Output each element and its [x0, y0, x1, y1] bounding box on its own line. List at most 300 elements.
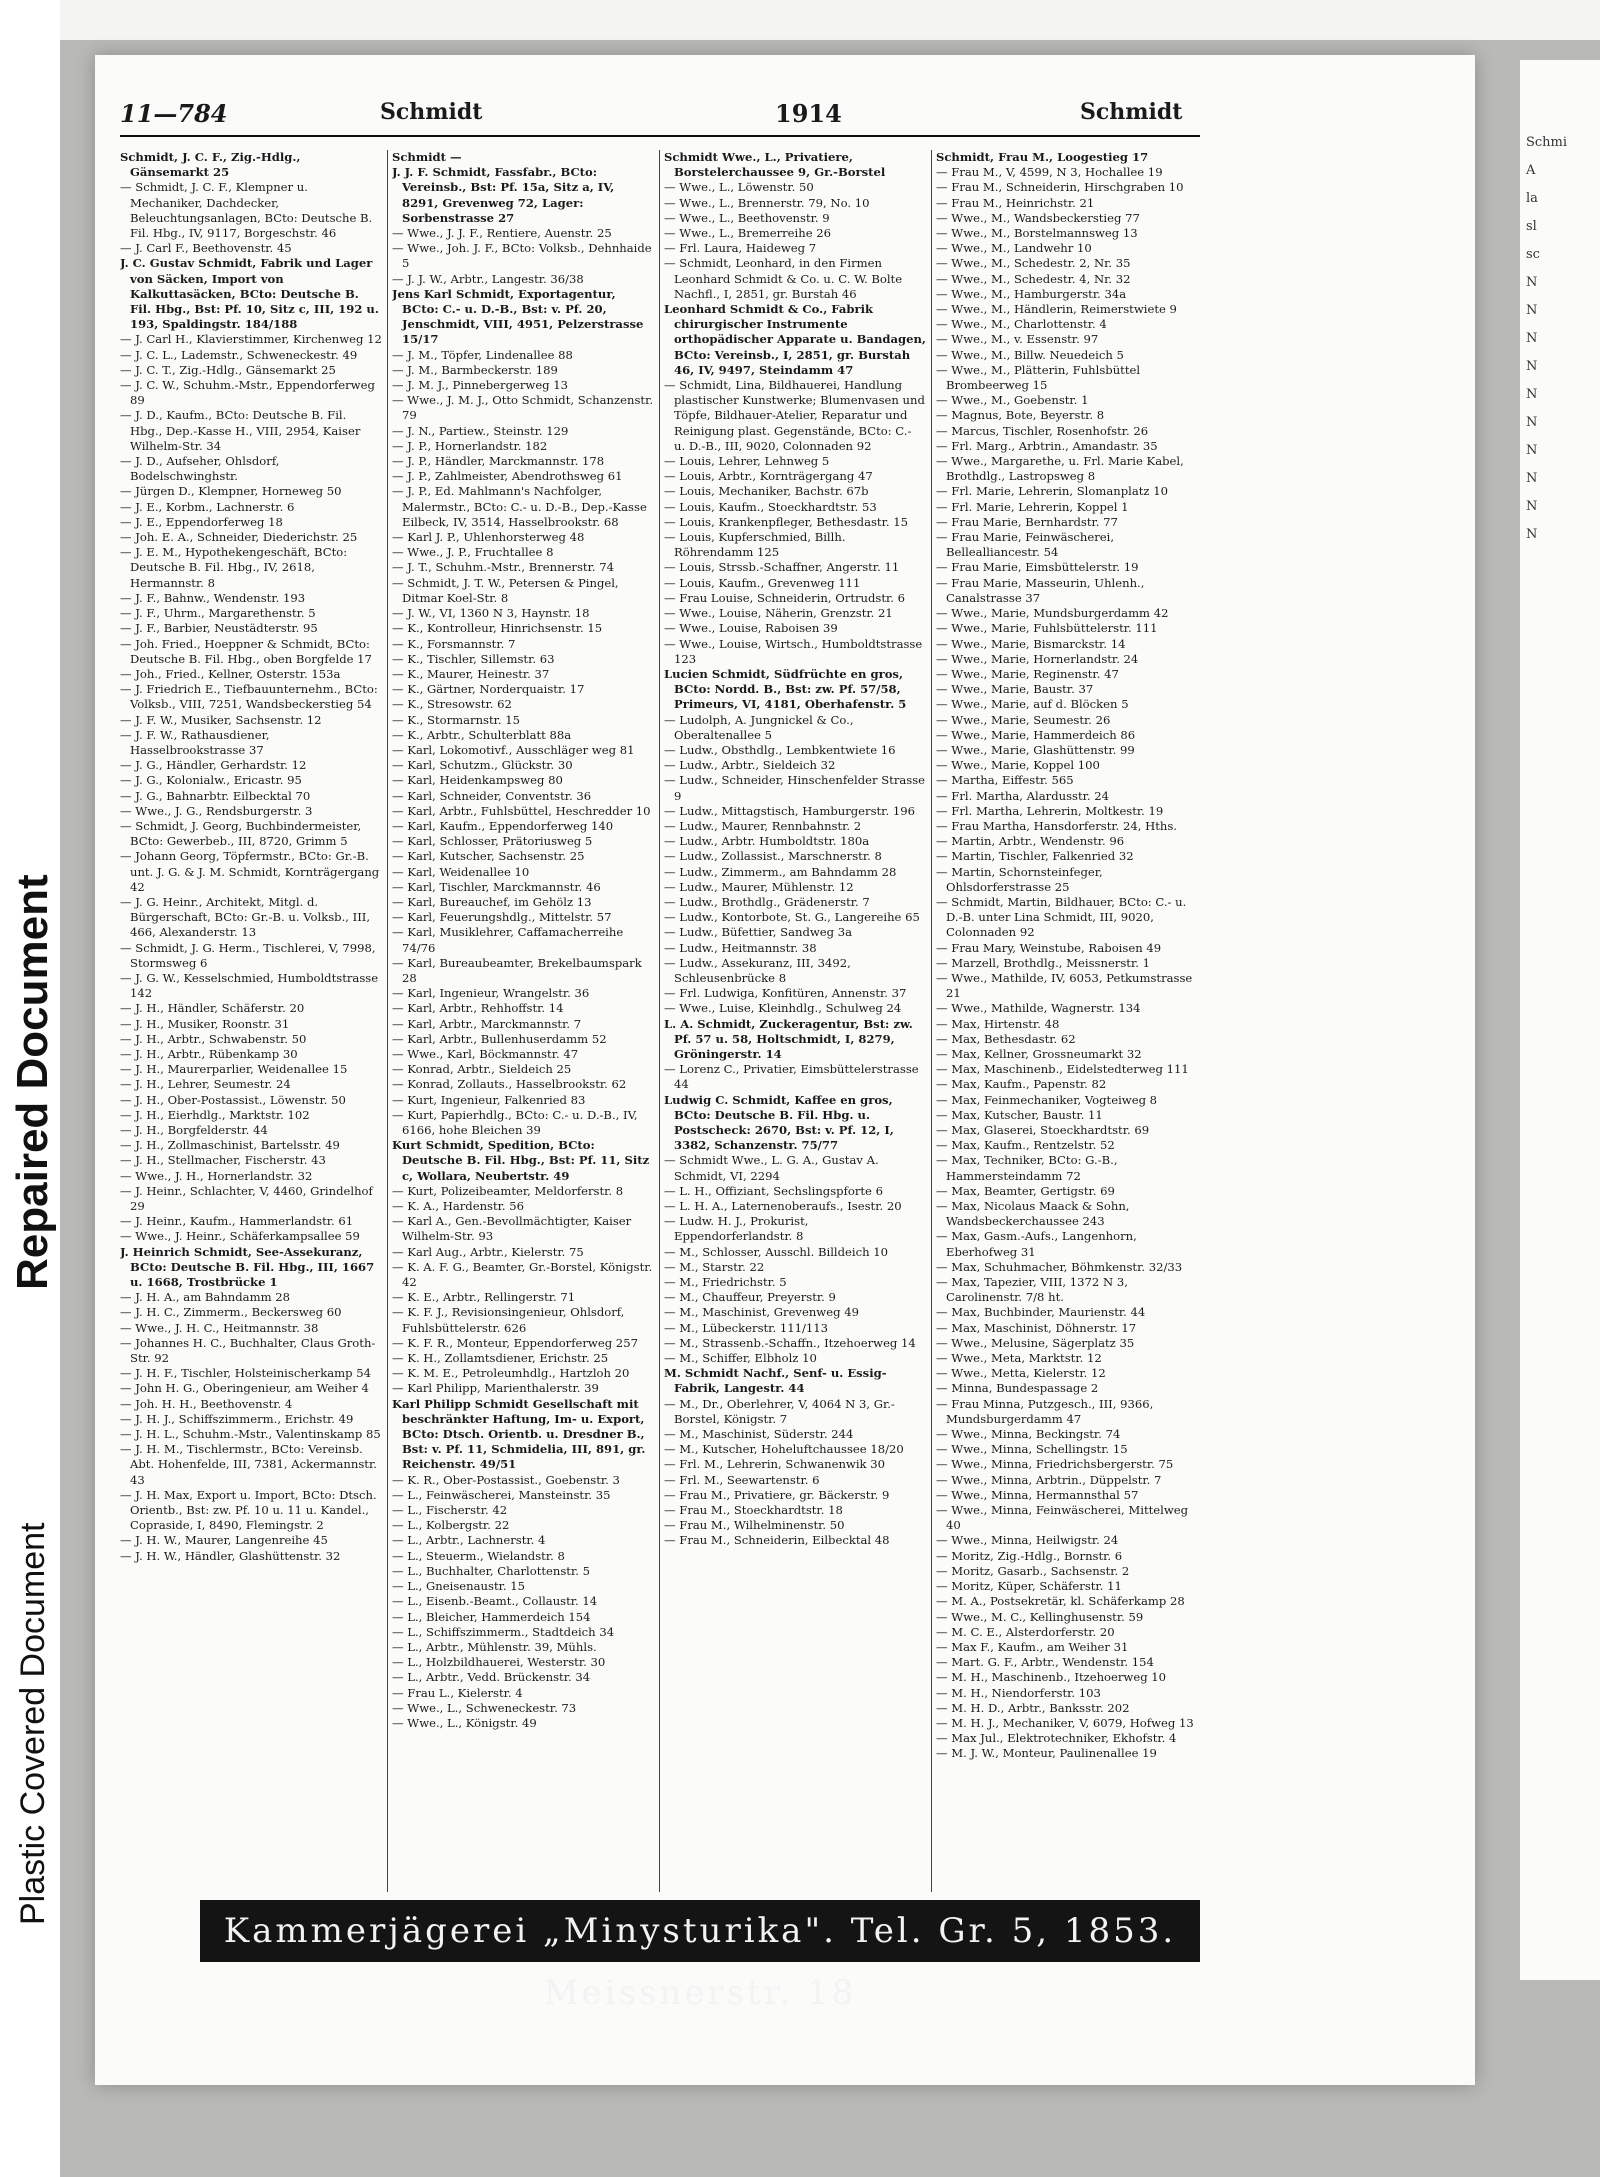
- directory-entry: — L., Buchhalter, Charlottenstr. 5: [392, 1563, 590, 1578]
- directory-entry: — Karl, Lokomotivf., Ausschläger weg 81: [392, 742, 635, 757]
- directory-entry: — M., Maschinist, Süderstr. 244: [664, 1427, 854, 1442]
- directory-entry: — J. H. L., Schuhm.-Mstr., Valentinskamp 85: [120, 1427, 381, 1442]
- directory-entry: — Max, Kutscher, Baustr. 11: [936, 1107, 1103, 1122]
- adjacent-page-fragment: Schmi: [1526, 135, 1568, 150]
- directory-entry: — J. F., Bahnw., Wendenstr. 193: [120, 590, 306, 605]
- directory-entry: — Ludw. H. J., Prokurist, Eppendorferlandstr. 8: [664, 1214, 809, 1244]
- directory-column-1: [120, 150, 382, 1892]
- directory-entry: — Johannes H. C., Buchhalter, Claus Groth-Str. 92: [120, 1335, 376, 1366]
- directory-entry: Schmidt —: [392, 150, 462, 164]
- directory-entry: — Schmidt, J. Georg, Buchbindermeister, BCto: Gewerbeb., III, 8720, Grimm 5: [120, 818, 362, 849]
- directory-entry: Jens Karl Schmidt, Exportagentur, BCto: C.- u. D.-B., Bst: v. Pf. 20, Jenschmidt, VIII, 4951, Pelzerstrasse 15/17: [392, 286, 644, 347]
- directory-entry: — Frau Louise, Schneiderin, Ortrudstr. 6: [664, 590, 906, 605]
- directory-entry: — Frau Marie, Eimsbüttelerstr. 19: [936, 560, 1139, 575]
- directory-entry: — Max, Gasm.-Aufs., Langenhorn, Eberhofweg 31: [936, 1229, 1137, 1259]
- directory-entry: — M. H. J., Mechaniker, V, 6079, Hofweg 13: [936, 1715, 1194, 1730]
- directory-entry: — J. H. J., Schiffszimmerm., Erichstr. 49: [120, 1411, 354, 1426]
- directory-entry: — K. H., Zollamtsdiener, Erichstr. 25: [392, 1351, 609, 1366]
- adjacent-page-fragment: N: [1526, 303, 1538, 318]
- directory-entry: — J. H., Maurerparlier, Weidenallee 15: [120, 1062, 348, 1077]
- directory-entry: — Karl, Arbtr., Marckmannstr. 7: [392, 1016, 582, 1031]
- directory-entry: — J. F., Barbier, Neustädterstr. 95: [120, 621, 318, 636]
- archive-side-strip: [0, 0, 60, 2177]
- directory-entry: — Ludw., Brothdlg., Grädenerstr. 7: [664, 894, 870, 909]
- directory-entry: — Max, Tapezier, VIII, 1372 N 3, Carolinenstr. 7/8 ht.: [936, 1275, 1128, 1305]
- directory-entry: — Wwe., M., Händlerin, Reimerstwiete 9: [936, 302, 1177, 317]
- directory-entry: — K. E., Arbtr., Rellingerstr. 71: [392, 1290, 576, 1305]
- directory-entry: — Konrad, Zollauts., Hasselbrookstr. 62: [392, 1077, 627, 1092]
- directory-entry: — M. J. W., Monteur, Paulinenallee 19: [936, 1746, 1157, 1761]
- directory-entry: — J. W., VI, 1360 N 3, Haynstr. 18: [392, 606, 590, 621]
- directory-entry: — Ludw., Zimmerm., am Bahndamm 28: [664, 864, 897, 879]
- directory-columns: [120, 150, 1200, 1892]
- directory-entry: — J. P., Händler, Marckmannstr. 178: [392, 454, 605, 469]
- directory-entry: — Max, Hirtenstr. 48: [936, 1016, 1060, 1031]
- directory-entry: — Wwe., L., Bremerreihe 26: [664, 226, 831, 241]
- adjacent-page-fragment: A: [1526, 163, 1536, 178]
- directory-entry: Leonhard Schmidt & Co., Fabrik chirurgischer Instrumente orthopädischer Apparate u. Bandagen, BCto: Vereinsb., I, 2851, gr. Burstah 46, IV, 9497, Steindamm 47: [664, 302, 926, 377]
- directory-entry: — Frl. M., Lehrerin, Schwanenwik 30: [664, 1457, 886, 1472]
- directory-entry: — L., Bleicher, Hammerdeich 154: [392, 1609, 591, 1624]
- directory-entry: — Wwe., Marie, Bismarckstr. 14: [936, 636, 1126, 651]
- directory-entry: — Louis, Krankenpfleger, Bethesdastr. 15: [664, 514, 908, 529]
- directory-entry: — Magnus, Bote, Beyerstr. 8: [936, 408, 1105, 423]
- directory-entry: Kurt Schmidt, Spedition, BCto: Deutsche B. Fil. Hbg., Bst: Pf. 11, Sitz c, Wollara, Neubertstr. 49: [392, 1138, 650, 1183]
- directory-entry: — Louis, Kaufm., Stoeckhardtstr. 53: [664, 499, 877, 514]
- directory-entry: — J. Heinr., Kaufm., Hammerlandstr. 61: [120, 1214, 354, 1229]
- directory-entry: — M., Lübeckerstr. 111/113: [664, 1320, 828, 1335]
- directory-entry: — Wwe., Karl, Böckmannstr. 47: [392, 1046, 579, 1061]
- directory-entry: — Karl A., Gen.-Bevollmächtigter, Kaiser Wilhelm-Str. 93: [392, 1214, 632, 1244]
- directory-entry: — Wwe., L., Königstr. 49: [392, 1715, 537, 1730]
- directory-entry: — J. T., Schuhm.-Mstr., Brennerstr. 74: [392, 560, 614, 575]
- directory-entry: — Ludw., Büfettier, Sandweg 3a: [664, 925, 853, 940]
- directory-entry: Karl Philipp Schmidt Gesellschaft mit beschränkter Haftung, Im- u. Export, BCto: Dtsch. Orientb. u. Dresdner B., Bst: v. Pf. 11, Schmidelia, III, 891, gr. Reichenstr. 49/51: [392, 1396, 646, 1472]
- directory-entry: — Frau Marie, Feinwäscherei, Bellealliancestr. 54: [936, 530, 1115, 560]
- directory-entry: — Schmidt Wwe., L. G. A., Gustav A. Schmidt, VI, 2294: [664, 1153, 879, 1183]
- directory-entry: — M. H. D., Arbtr., Banksstr. 202: [936, 1700, 1130, 1715]
- directory-entry: — L., Steuerm., Wielandstr. 8: [392, 1548, 565, 1563]
- directory-entry: — Lorenz C., Privatier, Eimsbüttelerstrasse 44: [664, 1062, 919, 1092]
- directory-entry: — Max, Maschinist, Döhnerstr. 17: [936, 1320, 1137, 1335]
- directory-entry: — Wwe., Minna, Beckingstr. 74: [936, 1427, 1121, 1442]
- directory-entry: — Max, Buchbinder, Maurienstr. 44: [936, 1305, 1146, 1320]
- directory-entry: Ludwig C. Schmidt, Kaffee en gros, BCto: Deutsche B. Fil. Hbg. u. Postscheck: 2670, Bst: v. Pf. 12, I, 3382, Schanzenstr. 75/77: [664, 1092, 894, 1153]
- adjacent-page-fragment: N: [1526, 415, 1538, 430]
- directory-entry: — Wwe., M., Schedestr. 4, Nr. 32: [936, 271, 1131, 286]
- directory-entry: — Louis, Mechaniker, Bachstr. 67b: [664, 484, 869, 499]
- directory-entry: J. Heinrich Schmidt, See-Assekuranz, BCto: Deutsche B. Fil. Hbg., III, 1667 u. 1668, Trostbrücke 1: [120, 1244, 375, 1290]
- directory-entry: — Karl J. P., Uhlenhorsterweg 48: [392, 530, 585, 545]
- directory-entry: — Wwe., M., v. Essenstr. 97: [936, 332, 1099, 347]
- adjacent-page-fragment: N: [1526, 499, 1538, 514]
- directory-entry: — Wwe., M. C., Kellinghusenstr. 59: [936, 1609, 1144, 1624]
- directory-entry: — Frau M., Stoeckhardtstr. 18: [664, 1503, 843, 1518]
- directory-entry: — J. H. M., Tischlermstr., BCto: Vereinsb. Abt. Hohenfelde, III, 7381, Ackermannstr. 43: [120, 1442, 377, 1487]
- directory-entry: — J. H. A., am Bahndamm 28: [120, 1290, 291, 1305]
- directory-entry: — M. A., Postsekretär, kl. Schäferkamp 28: [936, 1594, 1185, 1609]
- header-name-left: Schmidt: [380, 99, 483, 125]
- directory-entry: — Martin, Tischler, Falkenried 32: [936, 849, 1134, 864]
- directory-entry: Schmidt Wwe., L., Privatiere, Borstelerchaussee 9, Gr.-Borstel: [664, 150, 886, 180]
- directory-entry: — Moritz, Gasarb., Sachsenstr. 2: [936, 1563, 1130, 1578]
- directory-entry: — J. J. W., Arbtr., Langestr. 36/38: [392, 271, 584, 286]
- directory-entry: — Wwe., J. H., Hornerlandstr. 32: [120, 1168, 313, 1183]
- directory-entry: — Max Jul., Elektrotechniker, Ekhofstr. 4: [936, 1731, 1177, 1746]
- directory-entry: — Wwe., J. G., Rendsburgerstr. 3: [120, 803, 313, 818]
- directory-entry: — Jürgen D., Klempner, Horneweg 50: [120, 484, 342, 499]
- directory-entry: — Karl, Ingenieur, Wrangelstr. 36: [392, 986, 590, 1001]
- directory-entry: — Ludw., Mittagstisch, Hamburgerstr. 196: [664, 803, 915, 818]
- directory-entry: — J. F., Uhrm., Margarethenstr. 5: [120, 606, 316, 621]
- directory-entry: — L. H., Offiziant, Sechslingspforte 6: [664, 1183, 883, 1198]
- directory-entry: — Frl. Laura, Haideweg 7: [664, 241, 817, 256]
- directory-entry: — J. H., Stellmacher, Fischerstr. 43: [120, 1153, 326, 1168]
- directory-entry: — Frl. Marie, Lehrerin, Koppel 1: [936, 499, 1129, 514]
- directory-entry: — Wwe., M., Landwehr 10: [936, 241, 1092, 256]
- directory-entry: — L., Kolbergstr. 22: [392, 1518, 510, 1533]
- directory-entry: — J. H., Ober-Postassist., Löwenstr. 50: [120, 1092, 346, 1107]
- directory-entry: — L., Feinwäscherei, Mansteinstr. 35: [392, 1487, 611, 1502]
- directory-entry: — Ludw., Obsthdlg., Lembkentwiete 16: [664, 742, 896, 757]
- directory-entry: — Karl, Arbtr., Rehhoffstr. 14: [392, 1001, 564, 1016]
- directory-entry: — J. H. C., Zimmerm., Beckersweg 60: [120, 1305, 342, 1320]
- directory-entry: — Wwe., Joh. J. F., BCto: Volksb., Dehnhaide 5: [392, 241, 652, 271]
- directory-entry: — Schmidt, Lina, Bildhauerei, Handlung plastischer Kunstwerke; Blumenvasen und Töpfe, Bildhauer-Atelier, Reparatur und Reinigung plast. Gegenstände, BCto: C.- u. D.-B., III, 9020, Colonnaden 92: [664, 378, 925, 453]
- directory-entry: — M., Dr., Oberlehrer, V, 4064 N 3, Gr.-Borstel, Königstr. 7: [664, 1396, 895, 1426]
- directory-entry: — Karl, Kutscher, Sachsenstr. 25: [392, 849, 585, 864]
- directory-entry: — Karl, Weidenallee 10: [392, 864, 530, 879]
- header-year: 1914: [775, 99, 842, 128]
- adjacent-page-fragment: N: [1526, 387, 1538, 402]
- directory-entry: — M. H., Maschinenb., Itzehoerweg 10: [936, 1670, 1167, 1685]
- directory-entry: — Wwe., M., Billw. Neuedeich 5: [936, 347, 1124, 362]
- directory-entry: — Karl, Tischler, Marckmannstr. 46: [392, 879, 601, 894]
- directory-entry: — J. H., Arbtr., Schwabenstr. 50: [120, 1031, 307, 1046]
- column-divider: [387, 150, 388, 1892]
- directory-entry: — Frau M., Schneiderin, Eilbecktal 48: [664, 1533, 890, 1548]
- directory-entry: — Wwe., Metta, Kielerstr. 12: [936, 1366, 1106, 1381]
- directory-entry: — Karl, Feuerungshdlg., Mittelstr. 57: [392, 910, 612, 925]
- directory-entry: L. A. Schmidt, Zuckeragentur, Bst: zw. Pf. 57 u. 58, Holtschmidt, I, 8279, Gröningerstr. 14: [664, 1016, 913, 1061]
- directory-entry: — L., Schiffszimmerm., Stadtdeich 34: [392, 1624, 615, 1639]
- directory-entry: — Wwe., M., Wandsbeckerstieg 77: [936, 210, 1140, 225]
- directory-entry: — Wwe., Margarethe, u. Frl. Marie Kabel, Brothdlg., Lastropsweg 8: [936, 454, 1184, 484]
- directory-entry: — K. F. J., Revisionsingenieur, Ohlsdorf, Fuhlsbüttelerstr. 626: [392, 1305, 625, 1335]
- directory-entry: — Karl, Arbtr., Fuhlsbüttel, Heschredder 10: [392, 803, 651, 818]
- directory-entry: — J. H., Händler, Schäferstr. 20: [120, 1001, 305, 1016]
- directory-entry: — J. E., Eppendorferweg 18: [120, 514, 283, 529]
- directory-entry: — Max, Feinmechaniker, Vogteiweg 8: [936, 1092, 1158, 1107]
- directory-entry: — K. M. E., Petroleumhdlg., Hartzloh 20: [392, 1366, 630, 1381]
- directory-entry: — J. F. W., Musiker, Sachsenstr. 12: [120, 712, 322, 727]
- directory-entry: — Wwe., Marie, Hammerdeich 86: [936, 727, 1136, 742]
- column-divider: [931, 150, 932, 1892]
- directory-entry: J. C. Gustav Schmidt, Fabrik und Lager von Säcken, Import von Kalkuttasäcken, BCto: Deutsche B. Fil. Hbg., Bst: Pf. 10, Sitz c, III, 192 u. 193, Spaldingstr. 184/188: [120, 256, 379, 332]
- directory-entry: — J. H., Lehrer, Seumestr. 24: [120, 1077, 291, 1092]
- advertisement-banner: Kammerjägerei „Minysturika". Tel. Gr. 5, 1853. Meissnerstr. 18: [200, 1900, 1200, 1962]
- directory-entry: — Kurt, Papierhdlg., BCto: C.- u. D.-B., IV, 6166, hohe Bleichen 39: [392, 1107, 638, 1137]
- directory-entry: — K., Forsmannstr. 7: [392, 636, 516, 651]
- directory-entry: — J. G., Kolonialw., Ericastr. 95: [120, 773, 302, 788]
- page-reference: 11—784: [120, 99, 228, 128]
- directory-entry: — J. H., Arbtr., Rübenkamp 30: [120, 1046, 298, 1061]
- directory-entry: — J. G. W., Kesselschmied, Humboldtstrasse 142: [120, 970, 379, 1001]
- directory-entry: — Schmidt, J. G. Herm., Tischlerei, V, 7998, Stormsweg 6: [120, 940, 376, 970]
- directory-entry: — Wwe., Meta, Marktstr. 12: [936, 1351, 1102, 1366]
- directory-entry: — Wwe., J. H. C., Heitmannstr. 38: [120, 1320, 319, 1335]
- plastic-covered-document-label: Plastic Covered Document: [14, 1522, 52, 1925]
- directory-entry: — Karl, Schneider, Conventstr. 36: [392, 788, 592, 803]
- directory-entry: — J. G., Händler, Gerhardstr. 12: [120, 758, 307, 773]
- directory-entry: — Louis, Arbtr., Kornträgergang 47: [664, 469, 873, 484]
- directory-entry: — Max, Nicolaus Maack & Sohn, Wandsbeckerchaussee 243: [936, 1199, 1130, 1229]
- directory-entry: — K., Tischler, Sillemstr. 63: [392, 651, 555, 666]
- directory-entry: — Wwe., Marie, auf d. Blöcken 5: [936, 697, 1129, 712]
- directory-entry: — Frau M., Heinrichstr. 21: [936, 195, 1095, 210]
- directory-entry: — Frau Marie, Masseurin, Uhlenh., Canalstrasse 37: [936, 575, 1145, 605]
- directory-entry: — Karl, Schlosser, Prätoriusweg 5: [392, 834, 593, 849]
- directory-entry: — Frau L., Kielerstr. 4: [392, 1685, 523, 1700]
- directory-entry: — M., Friedrichstr. 5: [664, 1275, 787, 1290]
- directory-entry: — Wwe., Minna, Feinwäscherei, Mittelweg 40: [936, 1503, 1189, 1533]
- directory-entry: — J. M., Barmbeckerstr. 189: [392, 362, 558, 377]
- directory-entry: — M., Strassenb.-Schaffn., Itzehoerweg 14: [664, 1335, 916, 1350]
- directory-entry: — Frl. Marie, Lehrerin, Slomanplatz 10: [936, 484, 1168, 499]
- directory-entry: — J. H. W., Maurer, Langenreihe 45: [120, 1533, 328, 1548]
- directory-entry: — M., Chauffeur, Preyerstr. 9: [664, 1290, 836, 1305]
- directory-entry: Lucien Schmidt, Südfrüchte en gros, BCto: Nordd. B., Bst: zw. Pf. 57/58, Primeurs, VI, 4181, Oberhafenstr. 5: [664, 666, 907, 712]
- directory-entry: — Wwe., M., Schedestr. 2, Nr. 35: [936, 256, 1131, 271]
- directory-entry: — Frau Marie, Bernhardstr. 77: [936, 514, 1118, 529]
- directory-entry: — Karl Philipp, Marienthalerstr. 39: [392, 1381, 599, 1396]
- directory-entry: — Max, Bethesdastr. 62: [936, 1031, 1076, 1046]
- directory-entry: — Max, Kaufm., Papenstr. 82: [936, 1077, 1107, 1092]
- directory-entry: — Wwe., Minna, Heilwigstr. 24: [936, 1533, 1119, 1548]
- directory-entry: — L., Arbtr., Lachnerstr. 4: [392, 1533, 546, 1548]
- directory-entry: — J. P., Zahlmeister, Abendrothsweg 61: [392, 469, 623, 484]
- directory-entry: — Schmidt, Martin, Bildhauer, BCto: C.- u. D.-B. unter Lina Schmidt, III, 9020, Colonnaden 92: [936, 894, 1187, 940]
- directory-entry: — Wwe., Marie, Koppel 100: [936, 758, 1100, 773]
- directory-entry: — J. C. W., Schuhm.-Mstr., Eppendorferweg 89: [120, 378, 375, 408]
- directory-entry: — Wwe., Marie, Hornerlandstr. 24: [936, 651, 1139, 666]
- directory-entry: — Frl. Martha, Lehrerin, Moltkestr. 19: [936, 803, 1164, 818]
- directory-entry: — Moritz, Zig.-Hdlg., Bornstr. 6: [936, 1548, 1123, 1563]
- directory-entry: — Karl Aug., Arbtr., Kielerstr. 75: [392, 1244, 584, 1259]
- directory-entry: — Wwe., Mathilde, Wagnerstr. 134: [936, 1001, 1141, 1016]
- directory-entry: — Joh. H. H., Beethovenstr. 4: [120, 1396, 293, 1411]
- directory-entry: — J. Carl H., Klavierstimmer, Kirchenweg 12: [120, 332, 382, 347]
- directory-entry: — Frau M., Privatiere, gr. Bäckerstr. 9: [664, 1487, 890, 1502]
- directory-entry: — Schmidt, J. C. F., Klempner u. Mechaniker, Dachdecker, Beleuchtungsanlagen, BCto: Deutsche B. Fil. Hbg., IV, 9117, Borgeschstr. 46: [120, 180, 373, 241]
- directory-entry: — Wwe., Minna, Hermannsthal 57: [936, 1487, 1139, 1502]
- directory-entry: — Wwe., Luise, Kleinhdlg., Schulweg 24: [664, 1001, 902, 1016]
- directory-entry: — J. G. Heinr., Architekt, Mitgl. d. Bürgerschaft, BCto: Gr.-B. u. Volksb., III, 466, Alexanderstr. 13: [120, 894, 371, 940]
- directory-entry: — M., Schlosser, Ausschl. Billdeich 10: [664, 1244, 889, 1259]
- directory-entry: — K., Stresowstr. 62: [392, 697, 512, 712]
- directory-entry: — Joh. Fried., Hoeppner & Schmidt, BCto: Deutsche B. Fil. Hbg., oben Borgfelde 17: [120, 636, 372, 666]
- directory-entry: — Frl. M., Seewartenstr. 6: [664, 1472, 820, 1487]
- directory-entry: — Martin, Arbtr., Wendenstr. 96: [936, 834, 1125, 849]
- directory-entry: — Karl, Kaufm., Eppendorferweg 140: [392, 818, 614, 833]
- directory-column-3: [664, 150, 926, 1892]
- directory-entry: — L., Fischerstr. 42: [392, 1503, 508, 1518]
- directory-entry: — K., Stormarnstr. 15: [392, 712, 521, 727]
- directory-entry: — Wwe., Marie, Glashüttenstr. 99: [936, 742, 1135, 757]
- adjacent-page-fragment: la: [1526, 191, 1538, 206]
- directory-entry: — Frau M., Wilhelminenstr. 50: [664, 1518, 845, 1533]
- directory-entry: — J. H., Borgfelderstr. 44: [120, 1123, 268, 1137]
- directory-entry: — Ludw., Kontorbote, St. G., Langereihe 65: [664, 910, 920, 925]
- directory-entry: M. Schmidt Nachf., Senf- u. Essig-Fabrik, Langestr. 44: [664, 1366, 887, 1396]
- directory-entry: — Louis, Strssb.-Schaffner, Angerstr. 11: [664, 560, 900, 575]
- directory-entry: — J. D., Kaufm., BCto: Deutsche B. Fil. Hbg., Dep.-Kasse H., VIII, 2954, Kaiser Wilhelm-Str. 34: [120, 408, 361, 453]
- directory-entry: — Ludw., Maurer, Mühlenstr. 12: [664, 879, 854, 894]
- directory-entry: — Ludw., Heitmannstr. 38: [664, 940, 817, 955]
- directory-entry: — Max, Kaufm., Rentzelstr. 52: [936, 1138, 1115, 1153]
- directory-entry: — L., Arbtr., Mühlenstr. 39, Mühls.: [392, 1639, 597, 1654]
- directory-entry: — Moritz, Küper, Schäferstr. 11: [936, 1579, 1122, 1594]
- directory-entry: — Wwe., M., Goebenstr. 1: [936, 393, 1089, 408]
- directory-entry: — Louis, Lehrer, Lehnweg 5: [664, 454, 830, 469]
- directory-entry: — J. H., Zollmaschinist, Bartelsstr. 49: [120, 1138, 340, 1153]
- directory-entry: — Frau M., V, 4599, N 3, Hochallee 19: [936, 165, 1163, 180]
- adjacent-page-fragment: N: [1526, 443, 1538, 458]
- directory-entry: — J. C. T., Zig.-Hdlg., Gänsemarkt 25: [120, 362, 336, 377]
- directory-entry: J. J. F. Schmidt, Fassfabr., BCto: Vereinsb., Bst: Pf. 15a, Sitz a, IV, 8291, Grevenweg 72, Lager: Sorbenstrasse 27: [392, 165, 615, 225]
- directory-entry: — Louis, Kupferschmied, Billh. Röhrendamm 125: [664, 530, 846, 560]
- directory-entry: — Minna, Bundespassage 2: [936, 1381, 1099, 1396]
- directory-entry: — Joh. E. A., Schneider, Diederichstr. 25: [120, 530, 358, 545]
- directory-entry: — L. H. A., Laternenoberaufs., Isestr. 20: [664, 1199, 902, 1214]
- directory-entry: — J. H. F., Tischler, Holsteinischerkamp 54: [120, 1366, 371, 1381]
- column-divider: [659, 150, 660, 1892]
- directory-entry: — Marcus, Tischler, Rosenhofstr. 26: [936, 423, 1149, 438]
- directory-entry: — Wwe., Louise, Näherin, Grenzstr. 21: [664, 606, 893, 621]
- directory-entry: — M., Kutscher, Hoheluftchaussee 18/20: [664, 1442, 904, 1457]
- directory-entry: — Max, Techniker, BCto: G.-B., Hammersteindamm 72: [936, 1153, 1118, 1183]
- directory-entry: — J. M., Töpfer, Lindenallee 88: [392, 347, 573, 362]
- directory-entry: — Karl, Schutzm., Glückstr. 30: [392, 758, 573, 773]
- directory-entry: — L., Holzbildhauerei, Westerstr. 30: [392, 1655, 606, 1670]
- directory-entry: — Schmidt, J. T. W., Petersen & Pingel, Ditmar Koel-Str. 8: [392, 575, 619, 605]
- directory-entry: — Max, Beamter, Gertigstr. 69: [936, 1183, 1115, 1198]
- directory-entry: — Wwe., Marie, Fuhlsbüttelerstr. 111: [936, 621, 1158, 636]
- directory-entry: — K., Maurer, Heinestr. 37: [392, 666, 550, 681]
- directory-entry: — Wwe., M., Charlottenstr. 4: [936, 317, 1107, 332]
- directory-entry: — J. E., Korbm., Lachnerstr. 6: [120, 499, 295, 514]
- directory-entry: — Wwe., M., Hamburgerstr. 34a: [936, 286, 1127, 301]
- directory-entry: — Max F., Kaufm., am Weiher 31: [936, 1639, 1129, 1654]
- directory-entry: — J. C. L., Lademstr., Schweneckestr. 49: [120, 347, 358, 362]
- directory-entry: — Wwe., Melusine, Sägerplatz 35: [936, 1335, 1135, 1350]
- directory-entry: — Kurt, Polizeibeamter, Meldorferstr. 8: [392, 1183, 624, 1198]
- directory-entry: — J. E. M., Hypothekengeschäft, BCto: Deutsche B. Fil. Hbg., IV, 2618, Hermannstr. 8: [120, 545, 348, 590]
- adjacent-page-fragment: N: [1526, 359, 1538, 374]
- directory-entry: — Karl, Arbtr., Bullenhuserdamm 52: [392, 1031, 607, 1046]
- page-header: [120, 95, 1200, 137]
- directory-entry: — Frau Minna, Putzgesch., III, 9366, Mundsburgerdamm 47: [936, 1396, 1154, 1426]
- directory-entry: — Frl. Marg., Arbtrin., Amandastr. 35: [936, 438, 1158, 453]
- directory-entry: — Wwe., M., Plätterin, Fuhlsbüttel Brombeerweg 15: [936, 362, 1141, 393]
- directory-entry: — Wwe., Marie, Seumestr. 26: [936, 712, 1111, 727]
- adjacent-page-edge: [1520, 60, 1600, 1980]
- directory-entry: — J. Carl F., Beethovenstr. 45: [120, 241, 292, 256]
- directory-entry: — Ludw., Maurer, Rennbahnstr. 2: [664, 818, 862, 833]
- adjacent-page-fragment: N: [1526, 275, 1538, 290]
- directory-entry: — Ludw., Arbtr. Humboldtstr. 180a: [664, 834, 870, 849]
- directory-entry: — Wwe., Mathilde, IV, 6053, Petkumstrasse 21: [936, 970, 1193, 1001]
- directory-entry: — K. A. F. G., Beamter, Gr.-Borstel, Königstr. 42: [392, 1259, 653, 1290]
- directory-entry: — M. H., Niendorferstr. 103: [936, 1685, 1101, 1700]
- directory-entry: — L., Eisenb.-Beamt., Collaustr. 14: [392, 1594, 598, 1609]
- directory-entry: — J. G., Bahnarbtr. Eilbecktal 70: [120, 788, 311, 803]
- adjacent-page-fragment: N: [1526, 527, 1538, 542]
- directory-entry: Schmidt, J. C. F., Zig.-Hdlg., Gänsemarkt 25: [120, 150, 301, 180]
- directory-entry: — J. M. J., Pinnebergerweg 13: [392, 378, 569, 393]
- directory-entry: — Wwe., J. J. F., Rentiere, Auenstr. 25: [392, 226, 612, 241]
- directory-entry: — Wwe., M., Borstelmannsweg 13: [936, 226, 1138, 241]
- directory-entry: — Ludw., Arbtr., Sieldeich 32: [664, 758, 836, 773]
- directory-entry: — Johann Georg, Töpfermstr., BCto: Gr.-B. unt. J. G. & J. M. Schmidt, Kornträgergang 42: [120, 849, 380, 894]
- directory-entry: — Mart. G. F., Arbtr., Wendenstr. 154: [936, 1655, 1154, 1670]
- directory-entry: — M., Schiffer, Elbholz 10: [664, 1351, 817, 1366]
- directory-entry: — Frau M., Schneiderin, Hirschgraben 10: [936, 180, 1184, 195]
- directory-entry: — M., Maschinist, Grevenweg 49: [664, 1305, 859, 1320]
- directory-entry: — Frl. Ludwiga, Konfitüren, Annenstr. 37: [664, 986, 907, 1001]
- directory-entry: — J. H. W., Händler, Glashüttenstr. 32: [120, 1548, 341, 1563]
- directory-entry: — John H. G., Oberingenieur, am Weiher 4: [120, 1381, 369, 1396]
- repaired-document-label: Repaired Document: [8, 874, 57, 1290]
- directory-entry: — Ludolph, A. Jungnickel & Co., Oberaltenallee 5: [664, 712, 854, 742]
- directory-entry: — K., Gärtner, Norderquaistr. 17: [392, 682, 585, 697]
- directory-entry: — J. P., Hornerlandstr. 182: [392, 438, 548, 453]
- directory-entry: — Karl, Heidenkampsweg 80: [392, 773, 563, 788]
- directory-entry: — Marzell, Brothdlg., Meissnerstr. 1: [936, 955, 1150, 970]
- directory-entry: — Max, Kellner, Grossneumarkt 32: [936, 1046, 1142, 1061]
- directory-entry: — Max, Schuhmacher, Böhmkenstr. 32/33: [936, 1259, 1183, 1274]
- adjacent-page-fragment: sc: [1526, 247, 1540, 262]
- directory-entry: — Max, Glaserei, Stoeckhardtstr. 69: [936, 1123, 1150, 1137]
- directory-entry: — Frl. Martha, Alardusstr. 24: [936, 788, 1110, 803]
- directory-entry: — Kurt, Ingenieur, Falkenried 83: [392, 1092, 586, 1107]
- directory-entry: — K. F. R., Monteur, Eppendorferweg 257: [392, 1335, 638, 1350]
- directory-entry: — Martha, Eiffestr. 565: [936, 773, 1074, 788]
- header-name-right: Schmidt: [1080, 99, 1183, 125]
- directory-entry: — Ludw., Zollassist., Marschnerstr. 8: [664, 849, 882, 864]
- directory-column-2: [392, 150, 654, 1892]
- directory-entry: Schmidt, Frau M., Loogestieg 17: [936, 150, 1149, 164]
- directory-entry: — Wwe., Louise, Raboisen 39: [664, 621, 838, 636]
- directory-entry: — Joh., Fried., Kellner, Osterstr. 153a: [120, 666, 341, 681]
- adjacent-page-fragment: sl: [1526, 219, 1537, 234]
- directory-entry: — J. N., Partiew., Steinstr. 129: [392, 423, 569, 438]
- directory-entry: — Karl, Bureaubeamter, Brekelbaumspark 28: [392, 955, 642, 985]
- directory-entry: — J. H. Max, Export u. Import, BCto: Dtsch. Orientb., Bst: zw. Pf. 10 u. 11 u. Kandel., Copraside, I, 8490, Flemingstr. 2: [120, 1487, 377, 1533]
- directory-column-4: [936, 150, 1198, 1892]
- directory-entry: — M., Starstr. 22: [664, 1259, 765, 1274]
- directory-entry: — L., Arbtr., Vedd. Brückenstr. 34: [392, 1670, 591, 1685]
- directory-entry: — K. A., Hardenstr. 56: [392, 1199, 525, 1214]
- directory-entry: — Frau Martha, Hansdorferstr. 24, Hths.: [936, 818, 1177, 833]
- directory-entry: — Ludw., Assekuranz, III, 3492, Schleusenbrücke 8: [664, 955, 851, 985]
- adjacent-page-fragment: N: [1526, 471, 1538, 486]
- directory-entry: — M. C. E., Alsterdorferstr. 20: [936, 1624, 1115, 1639]
- directory-entry: — J. Heinr., Schlachter, V, 4460, Grindelhof 29: [120, 1183, 373, 1214]
- adjacent-page-fragment: N: [1526, 331, 1538, 346]
- directory-entry: — Ludw., Schneider, Hinschenfelder Strasse 9: [664, 773, 926, 803]
- directory-entry: — Wwe., Marie, Mundsburgerdamm 42: [936, 606, 1169, 621]
